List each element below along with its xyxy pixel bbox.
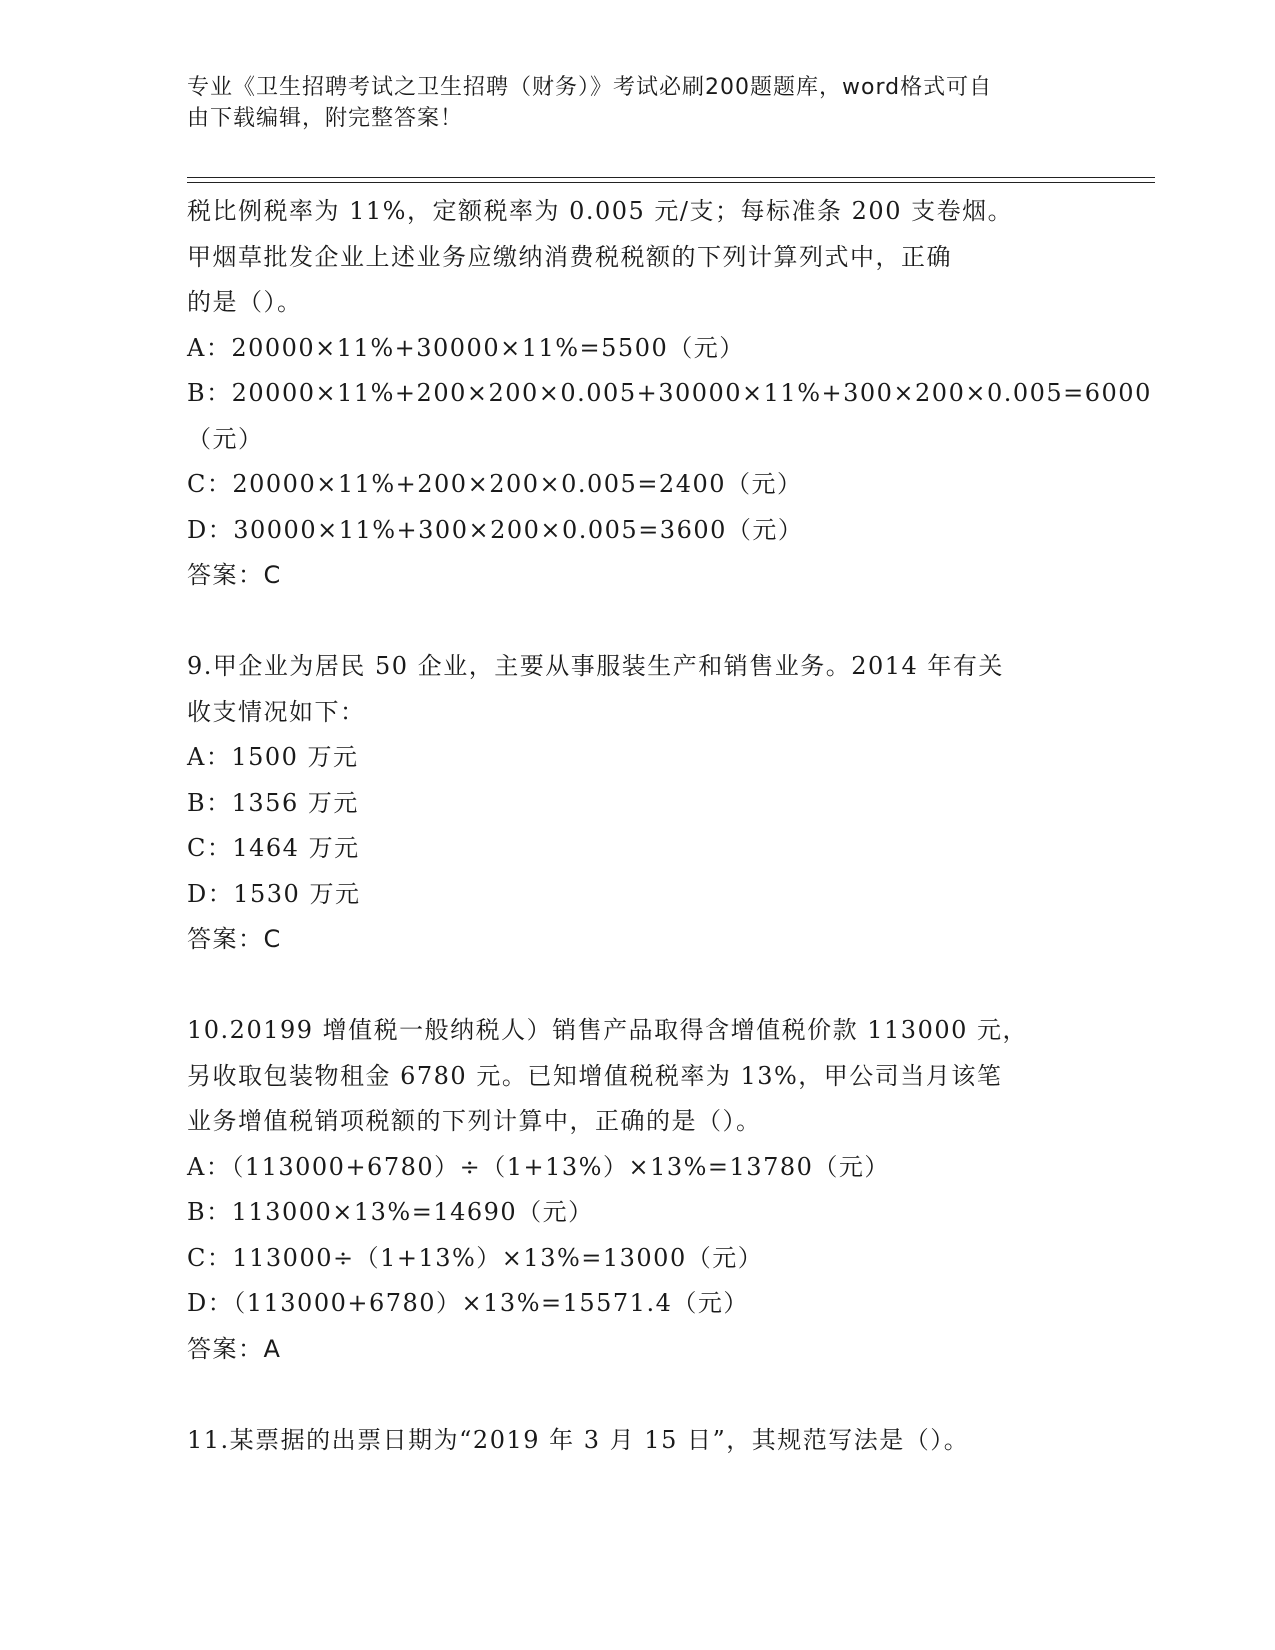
header-rule-bottom bbox=[187, 182, 1155, 183]
question-8-text-line-2: 甲烟草批发企业上述业务应缴纳消费税税额的下列计算列式中，正确 bbox=[187, 242, 952, 271]
question-10-answer: 答案：A bbox=[187, 1334, 282, 1363]
question-11 bbox=[187, 1418, 1087, 1464]
question-10-option-b: B：113000×13%=14690（元） bbox=[187, 1198, 594, 1226]
spacer bbox=[187, 1372, 1087, 1418]
question-10-text-line-3: 业务增值税销项税额的下列计算中，正确的是（）。 bbox=[187, 1107, 762, 1135]
question-9-text-line-2: 收支情况如下： bbox=[187, 697, 366, 726]
question-10-text-line-1: 10.20199 增值税一般纳税人）销售产品取得含增值税价款 113000 元， bbox=[187, 1016, 1029, 1044]
question-8-option-a: A：20000×11%+30000×11%=5500（元） bbox=[187, 333, 745, 362]
document-body bbox=[187, 189, 1152, 1463]
header-rule-top bbox=[187, 177, 1155, 178]
question-8-option-b-line-2: （元） bbox=[187, 424, 264, 453]
question-10-option-c: C：113000÷（1+13%）×13%=13000（元） bbox=[187, 1243, 764, 1272]
spacer bbox=[187, 599, 1087, 645]
question-10 bbox=[187, 1008, 1087, 1372]
question-11-text-line-1: 11.某票据的出票日期为“2019 年 3 月 15 日”，其规范写法是（）。 bbox=[187, 1425, 970, 1454]
question-9-text-line-1: 9.甲企业为居民 50 企业，主要从事服装生产和销售业务。2014 年有关 bbox=[187, 652, 1004, 680]
question-8-text-line-1: 税比例税率为 11%，定额税率为 0.005 元/支；每标准条 200 支卷烟。 bbox=[187, 197, 1014, 225]
header-line-2: 由下载编辑，附完整答案！ bbox=[187, 106, 464, 131]
question-9-option-b: B：1356 万元 bbox=[187, 788, 359, 817]
question-10-option-a: A：（113000+6780）÷（1+13%）×13%=13780（元） bbox=[187, 1152, 890, 1181]
question-8 bbox=[187, 189, 1152, 599]
question-9-option-c: C：1464 万元 bbox=[187, 834, 360, 862]
question-9-option-d: D：1530 万元 bbox=[187, 879, 361, 908]
question-10-option-d: D：（113000+6780）×13%=15571.4（元） bbox=[187, 1289, 749, 1317]
question-8-option-c: C：20000×11%+200×200×0.005=2400（元） bbox=[187, 470, 803, 498]
question-9-answer: 答案：C bbox=[187, 925, 282, 953]
question-8-answer: 答案：C bbox=[187, 561, 282, 589]
question-8-option-d: D：30000×11%+300×200×0.005=3600（元） bbox=[187, 515, 804, 544]
header-line-1: 专业《卫生招聘考试之卫生招聘（财务）》考试必刷200题题库，word格式可自 bbox=[187, 75, 993, 100]
question-10-text-line-2: 另收取包装物租金 6780 元。已知增值税税率为 13%，甲公司当月该笔 bbox=[187, 1061, 1003, 1090]
document-header bbox=[187, 72, 1067, 134]
question-8-text-line-3: 的是（）。 bbox=[187, 288, 303, 316]
question-9-option-a: A：1500 万元 bbox=[187, 743, 359, 771]
spacer bbox=[187, 963, 1087, 1009]
question-9 bbox=[187, 644, 1087, 963]
question-8-option-b-line-1: B：20000×11%+200×200×0.005+30000×11%+300×200×0.005=6000 bbox=[187, 379, 1152, 407]
